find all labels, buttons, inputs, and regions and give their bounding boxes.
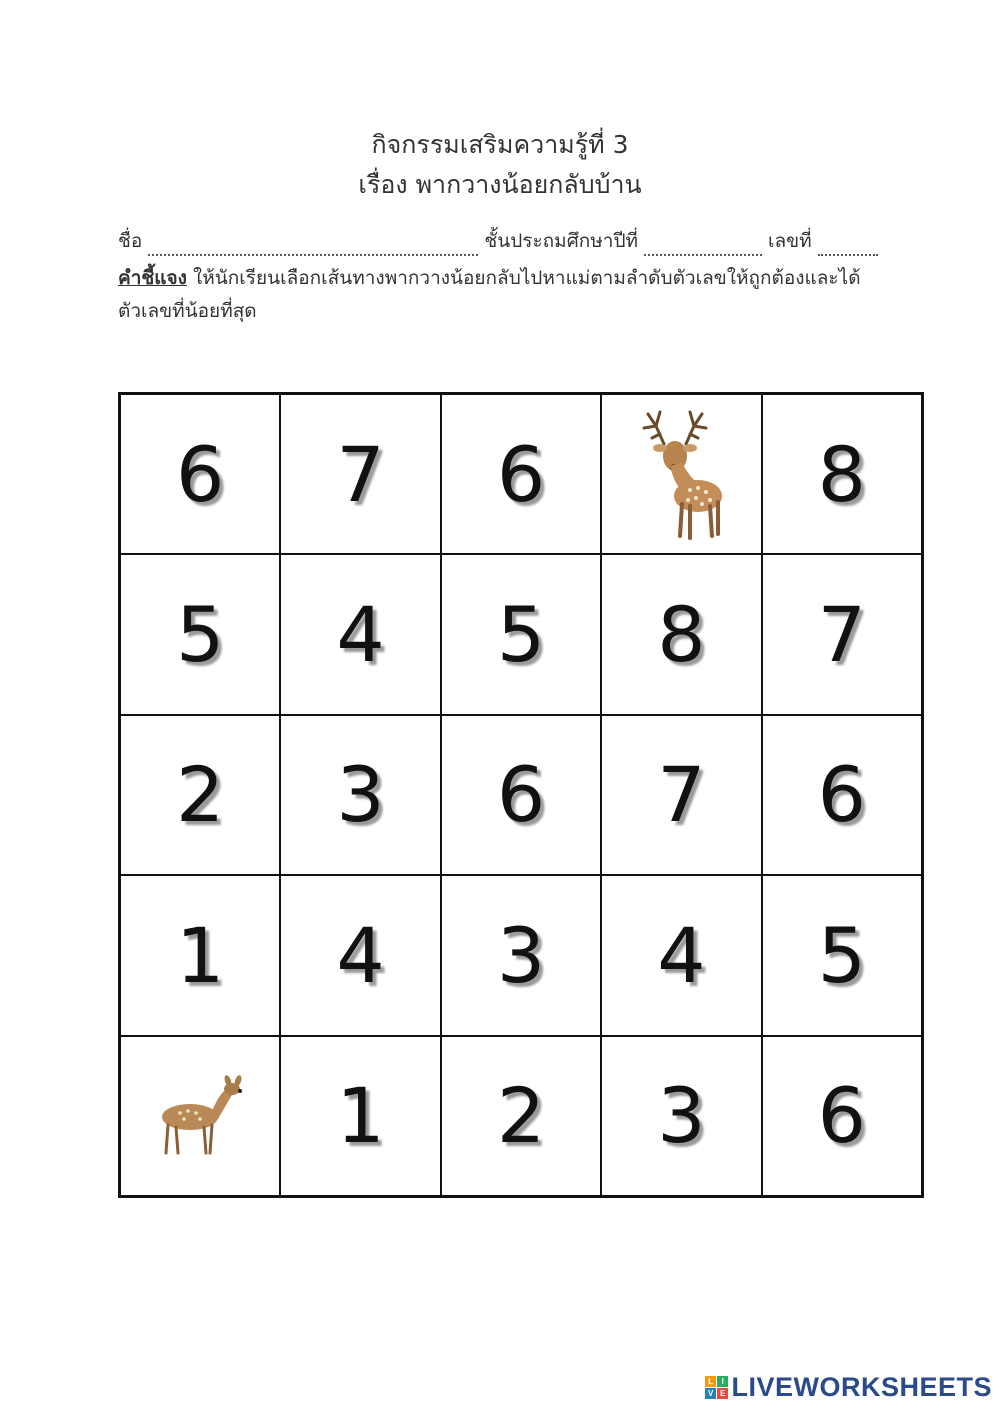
adult-deer-icon <box>626 404 736 544</box>
grid-cell-number[interactable]: 6 <box>762 1036 922 1196</box>
logo-tile: L <box>705 1376 716 1387</box>
logo-tile: E <box>717 1388 728 1399</box>
page-header <box>0 125 1000 205</box>
student-info-line <box>118 226 908 256</box>
grid-cell-number[interactable]: 1 <box>280 1036 440 1196</box>
grid-cell-number[interactable]: 6 <box>441 715 601 875</box>
page-title: กิจกรรมเสริมความรู้ที่ 3 <box>371 130 629 159</box>
grid-cell-number[interactable]: 7 <box>280 394 440 554</box>
number-field[interactable] <box>818 236 878 256</box>
grid-cell-number[interactable]: 4 <box>280 554 440 714</box>
grid-cell-number[interactable]: 3 <box>601 1036 761 1196</box>
grid-cell-number[interactable]: 4 <box>601 875 761 1035</box>
grid-cell-number[interactable]: 3 <box>441 875 601 1035</box>
grid-cell-number[interactable]: 8 <box>601 554 761 714</box>
grid-cell-number[interactable]: 1 <box>120 875 280 1035</box>
logo-tile: I <box>717 1376 728 1387</box>
fawn-deer-icon <box>152 1073 248 1159</box>
grid-cell-number[interactable]: 2 <box>441 1036 601 1196</box>
instruction-text: ให้นักเรียนเลือกเส้นทางพากวางน้อยกลับไปหาแม่ตามลำดับตัวเลขให้ถูกต้องและได้ตัวเลขที่น้อยที่สุด <box>118 267 861 322</box>
grid-cell-number[interactable]: 3 <box>280 715 440 875</box>
name-field[interactable] <box>148 236 478 256</box>
grid-cell-number[interactable]: 6 <box>120 394 280 554</box>
instruction-label: คำชี้แจง <box>118 267 187 289</box>
grid-cell-fawn[interactable] <box>120 1036 280 1196</box>
name-label: ชื่อ <box>118 230 143 252</box>
grade-field[interactable] <box>644 236 762 256</box>
grid-cell-number[interactable]: 7 <box>601 715 761 875</box>
instruction <box>118 262 908 328</box>
grid-cell-number[interactable]: 4 <box>280 875 440 1035</box>
grid-cell-mother-deer[interactable] <box>601 394 761 554</box>
page-subtitle: เรื่อง พากวางน้อยกลับบ้าน <box>358 170 642 199</box>
grade-label: ชั้นประถมศึกษาปีที่ <box>484 230 639 252</box>
logo-mark-icon <box>705 1376 728 1399</box>
liveworksheets-logo <box>705 1372 992 1403</box>
grid-cell-number[interactable]: 2 <box>120 715 280 875</box>
grid-cell-number[interactable]: 6 <box>441 394 601 554</box>
grid-cell-number[interactable]: 5 <box>762 875 922 1035</box>
grid-cell-number[interactable]: 7 <box>762 554 922 714</box>
grid-cell-number[interactable]: 5 <box>441 554 601 714</box>
number-label: เลขที่ <box>768 230 812 252</box>
grid-cell-number[interactable]: 6 <box>762 715 922 875</box>
number-maze-grid <box>118 392 924 1198</box>
logo-tile: V <box>705 1388 716 1399</box>
grid-cell-number[interactable]: 8 <box>762 394 922 554</box>
grid-cell-number[interactable]: 5 <box>120 554 280 714</box>
brand-name: LIVEWORKSHEETS <box>731 1372 992 1402</box>
